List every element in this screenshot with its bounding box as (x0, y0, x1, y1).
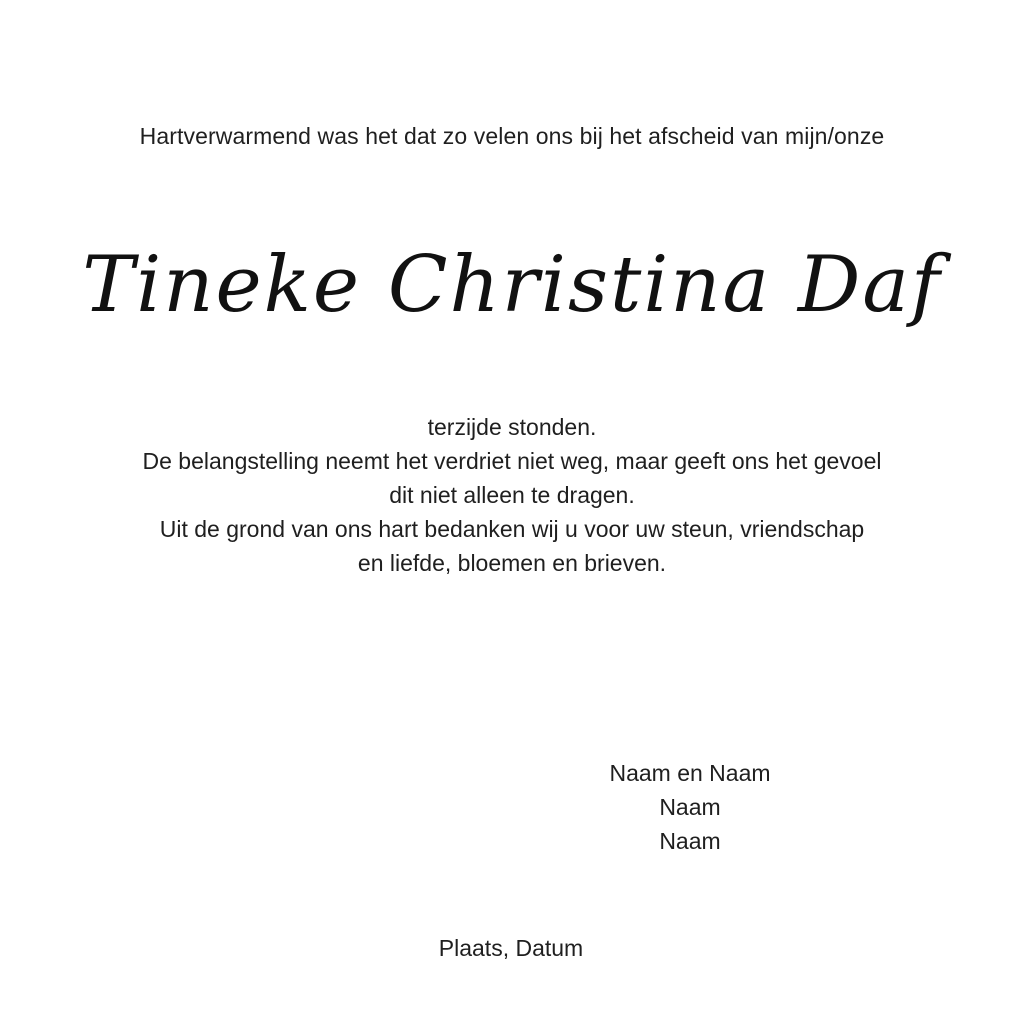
signature-name: Naam en Naam (609, 760, 771, 786)
signature-names (560, 756, 820, 858)
body-line: De belangstelling neemt het verdriet niet weg, maar geeft ons het gevoel (142, 448, 882, 474)
body-text (0, 410, 1024, 580)
body-line: Uit de grond van ons hart bedanken wij u voor uw steun, vriendschap (159, 516, 865, 542)
signature-name: Naam (659, 794, 721, 820)
body-line: dit niet alleen te dragen. (389, 482, 635, 508)
body-line: terzijde stonden. (427, 414, 597, 440)
intro-text: Hartverwarmend was het dat zo velen ons bij het afscheid van mijn/onze (139, 123, 885, 149)
place-date: Plaats, Datum (438, 935, 584, 961)
body-line: en liefde, bloemen en brieven. (357, 550, 667, 576)
deceased-name: Tineke Christina Daf (82, 240, 942, 330)
signature-name: Naam (659, 828, 721, 854)
